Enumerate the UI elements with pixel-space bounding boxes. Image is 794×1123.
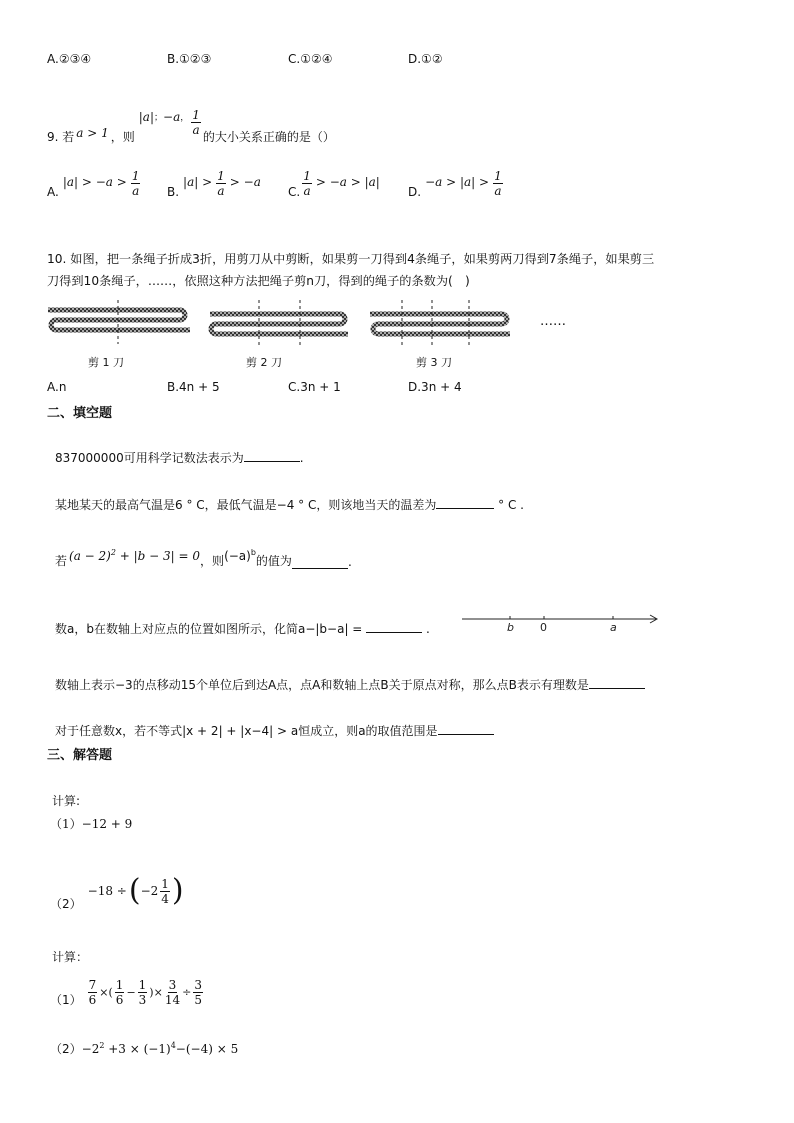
q9-option-b bbox=[167, 170, 261, 199]
q9-option-b-den: a bbox=[217, 184, 225, 198]
rope-ellipsis: …… bbox=[540, 314, 566, 329]
q9-option-b-fraction bbox=[216, 170, 226, 197]
calc1-part2-fraction bbox=[160, 878, 170, 905]
q9-option-c-den: a bbox=[303, 184, 311, 198]
rope-1 bbox=[48, 300, 190, 344]
fill-q3-power bbox=[224, 548, 256, 563]
q9-fraction bbox=[191, 109, 201, 136]
q9-option-d-label: D. bbox=[408, 185, 422, 199]
calc2-part2 bbox=[50, 1040, 238, 1057]
number-line bbox=[460, 608, 660, 634]
rope-label-2: 剪 2 刀 bbox=[246, 356, 282, 369]
right-paren: ) bbox=[171, 873, 184, 908]
q9-option-b-expr1: |a| > bbox=[183, 175, 213, 189]
calc2-part2-label: （2） bbox=[50, 1042, 82, 1056]
q9-option-d bbox=[408, 170, 505, 199]
fill-q3-expr-a: (a − 2) bbox=[69, 549, 111, 563]
left-paren: ( bbox=[128, 873, 141, 908]
q9-option-b-expr2: > −a bbox=[229, 175, 261, 189]
calc2-part1-label: （1） bbox=[50, 993, 82, 1007]
rope-2 bbox=[210, 300, 348, 346]
calc2-part1-expr bbox=[86, 979, 205, 1006]
op-times-open: ×( bbox=[99, 986, 113, 999]
frac-1-3 bbox=[138, 979, 148, 1006]
label-a: a bbox=[610, 621, 617, 634]
frac-3-14 bbox=[165, 979, 180, 1006]
section2-title: 二、填空题 bbox=[47, 406, 113, 421]
fill-q3-expr-b: + |b − 3| = 0 bbox=[115, 549, 201, 563]
fill-q3-then: ，则 bbox=[200, 554, 225, 568]
q10-option-c: C.3n + 1 bbox=[288, 380, 341, 394]
calc1-title: 计算: bbox=[52, 794, 81, 808]
q10-line2: 刀得到10条绳子，……，依照这种方法把绳子剪n刀，得到的绳子的条数为( ) bbox=[47, 274, 470, 288]
q10-option-d: D.3n + 4 bbox=[408, 380, 462, 394]
q9-option-b-label: B. bbox=[167, 185, 180, 199]
fill-q1-blank bbox=[244, 451, 300, 462]
fill-q5-blank bbox=[589, 678, 645, 689]
fill-q5-text: 数轴上表示−3的点移动15个单位后到达A点，点A和数轴上点B关于原点对称，那么点B表示有理数是 bbox=[55, 678, 589, 692]
frac-den: 6 bbox=[88, 993, 97, 1007]
q9-stem bbox=[47, 104, 335, 148]
frac-den: 14 bbox=[164, 993, 181, 1007]
frac-den: 5 bbox=[194, 993, 202, 1007]
q8-option-b: B.①②③ bbox=[167, 52, 212, 66]
calc1-part2-den: 4 bbox=[161, 891, 169, 906]
calc1-part2-expr bbox=[87, 873, 184, 908]
calc1-part1: （1）−12 + 9 bbox=[50, 817, 133, 831]
calc1-part2 bbox=[50, 862, 184, 912]
q9-fraction-num: 1 bbox=[192, 108, 200, 122]
q9-option-c bbox=[288, 170, 380, 199]
fill-q3 bbox=[55, 548, 352, 569]
fill-q2 bbox=[55, 496, 524, 513]
fill-q4-blank bbox=[366, 622, 422, 633]
calc2-part2-expr bbox=[82, 1042, 239, 1056]
fill-q6-blank bbox=[438, 724, 494, 735]
fill-q2-blank bbox=[436, 498, 494, 509]
fill-q3-exp: 2 bbox=[110, 548, 116, 557]
fill-q3-end: . bbox=[347, 555, 352, 569]
q9-option-a-expr1: |a| > −a > bbox=[62, 175, 127, 189]
fill-q1-end: . bbox=[299, 451, 304, 465]
fill-q3-neg-a: (−a) bbox=[224, 549, 251, 563]
calc1-part2-whole: −2 bbox=[140, 884, 159, 898]
q9-option-d-den: a bbox=[494, 184, 502, 198]
q9-sep1: ； bbox=[154, 113, 164, 123]
calc1-part2-num: 1 bbox=[161, 876, 169, 891]
q9-option-c-fraction bbox=[302, 170, 312, 197]
fill-q1-text: 837000000可用科学记数法表示为 bbox=[55, 451, 244, 465]
fill-q4 bbox=[55, 620, 430, 637]
q9-option-c-num: 1 bbox=[303, 169, 311, 183]
frac-1-6 bbox=[115, 979, 125, 1006]
calc1-part2-label: （2） bbox=[50, 897, 82, 911]
q10-line1: 10. 如图，把一条绳子折成3折，用剪刀从中剪断，如果剪一刀得到4条绳子，如果剪两刀得到7条绳子，如果剪三 bbox=[47, 252, 655, 266]
q9-neg-a: −a bbox=[163, 109, 181, 124]
q8-option-c: C.①②④ bbox=[288, 52, 333, 66]
frac-7-6 bbox=[88, 979, 98, 1006]
calc2-part1 bbox=[50, 968, 205, 1008]
op-close-times: )× bbox=[149, 986, 163, 999]
q9-option-a-den: a bbox=[132, 184, 140, 198]
q9-then: ，则 bbox=[110, 130, 135, 144]
fill-q4-end: . bbox=[426, 622, 430, 636]
section3-title: 三、解答题 bbox=[47, 748, 113, 763]
op-divide: ÷ bbox=[182, 986, 192, 999]
fill-q3-value: 的值为 bbox=[255, 554, 292, 568]
fill-q4-text: 数a，b在数轴上对应点的位置如图所示，化简a−|b−a| = bbox=[55, 622, 363, 636]
q9-option-d-num: 1 bbox=[494, 169, 502, 183]
rope-label-1: 剪 1 刀 bbox=[88, 356, 124, 369]
frac-num: 3 bbox=[194, 978, 202, 992]
calc2-part2-c: −(−4) × 5 bbox=[175, 1042, 239, 1056]
q9-tail: 的大小关系正确的是（） bbox=[202, 130, 335, 144]
q9-option-c-expr2: > −a > |a| bbox=[315, 175, 380, 189]
q9-option-d-fraction bbox=[493, 170, 503, 197]
q9-abs-a: |a| bbox=[138, 109, 155, 124]
q9-option-a-fraction bbox=[131, 170, 141, 197]
frac-den: 6 bbox=[115, 993, 124, 1007]
calc2-part2-b: +3 × (−1) bbox=[104, 1042, 171, 1056]
q9-option-d-expr1: −a > |a| > bbox=[425, 175, 490, 189]
op-minus: − bbox=[126, 986, 136, 999]
rope-3 bbox=[370, 300, 510, 348]
fill-q1 bbox=[55, 449, 304, 466]
q9-option-a bbox=[47, 170, 142, 199]
fill-q3-blank bbox=[292, 558, 348, 569]
q9-sep2: ， bbox=[180, 113, 190, 123]
label-b: b bbox=[507, 621, 514, 634]
fill-q5 bbox=[55, 676, 645, 693]
q10-option-a: A.n bbox=[47, 380, 67, 394]
frac-den: 3 bbox=[138, 993, 147, 1007]
q9-number: 9. 若 bbox=[47, 130, 75, 144]
fill-q2-unit: ° C . bbox=[494, 498, 524, 512]
q8-option-a: A.②③④ bbox=[47, 52, 92, 66]
q8-option-d: D.①② bbox=[408, 52, 443, 66]
q10-option-b: B.4n + 5 bbox=[167, 380, 220, 394]
frac-num: 7 bbox=[88, 978, 97, 992]
q9-expression-group bbox=[135, 109, 203, 142]
q9-option-a-label: A. bbox=[47, 185, 59, 199]
calc1-part2-div: −18 ÷ bbox=[87, 884, 127, 898]
q9-option-b-num: 1 bbox=[217, 169, 225, 183]
frac-num: 1 bbox=[138, 978, 147, 992]
q9-fraction-den: a bbox=[192, 123, 200, 137]
fill-q3-exp-b: b bbox=[250, 548, 256, 557]
q10-rope-figure bbox=[44, 296, 604, 374]
q9-condition: a > 1 bbox=[76, 126, 109, 140]
frac-num: 1 bbox=[115, 978, 124, 992]
calc2-part2-exp1: 2 bbox=[99, 1041, 105, 1050]
frac-3-5 bbox=[193, 979, 203, 1006]
fill-q3-equation bbox=[69, 548, 200, 563]
fill-q2-text: 某地某天的最高气温是6 ° C，最低气温是−4 ° C，则该地当天的温差为 bbox=[55, 498, 437, 512]
fill-q6-text: 对于任意数x，若不等式|x + 2| + |x−4| > a恒成立，则a的取值范围是 bbox=[55, 724, 438, 738]
fill-q3-prefix: 若 bbox=[55, 554, 68, 568]
calc2-part2-exp2: 4 bbox=[170, 1041, 176, 1050]
frac-num: 3 bbox=[168, 978, 177, 992]
label-0: 0 bbox=[540, 621, 547, 634]
calc2-title: 计算： bbox=[52, 950, 89, 964]
q9-option-c-label: C. bbox=[288, 185, 301, 199]
fill-q6 bbox=[55, 722, 494, 739]
q9-option-a-num: 1 bbox=[131, 169, 140, 183]
calc2-part2-a: −2 bbox=[81, 1042, 100, 1056]
rope-label-3: 剪 3 刀 bbox=[416, 356, 452, 369]
